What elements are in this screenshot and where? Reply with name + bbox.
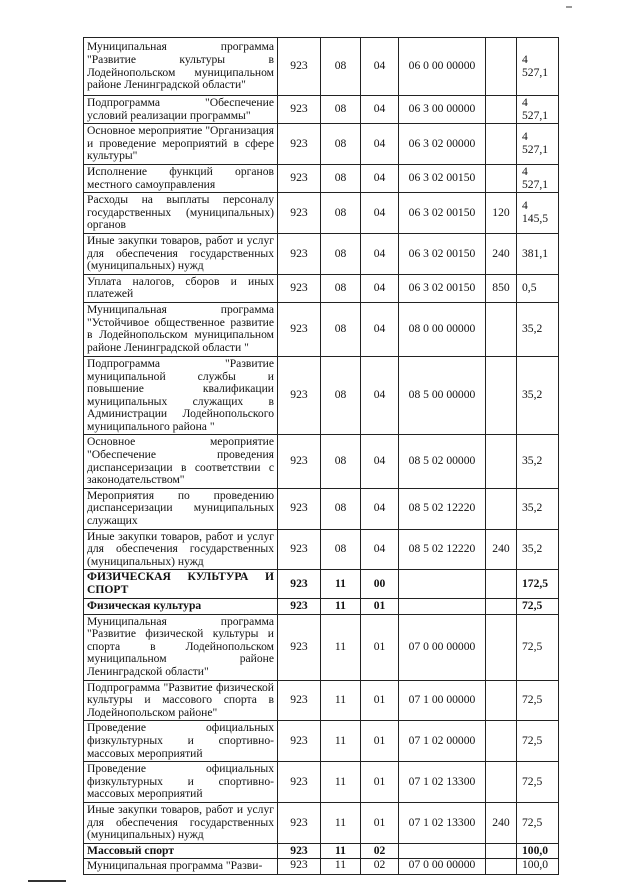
expense-type-cell bbox=[486, 38, 517, 96]
subsection-code-cell: 02 bbox=[361, 859, 399, 875]
admin-code-cell: 923 bbox=[278, 680, 321, 721]
row-name-cell: Подпрограмма "Развитие муниципальной службы и повышение квалификации муниципальных служащих в Администрации Лодейнопольского муниципального района " bbox=[84, 356, 278, 435]
admin-code-cell: 923 bbox=[278, 124, 321, 165]
target-article-cell: 07 1 00 00000 bbox=[399, 680, 486, 721]
target-article-cell: 06 3 02 00150 bbox=[399, 193, 486, 234]
subsection-code-cell: 04 bbox=[361, 356, 399, 435]
table-body bbox=[84, 38, 559, 875]
admin-code-cell: 923 bbox=[278, 488, 321, 529]
table-row bbox=[84, 435, 559, 488]
expense-type-cell: 240 bbox=[486, 529, 517, 570]
amount-cell: 4 527,1 bbox=[517, 96, 559, 124]
expense-type-cell bbox=[486, 843, 517, 859]
expense-type-cell bbox=[486, 488, 517, 529]
subsection-code-cell: 01 bbox=[361, 762, 399, 803]
row-name-cell: Иные закупки товаров, работ и услуг для обеспечения государственных (муниципальных) нужд bbox=[84, 233, 278, 274]
subsection-code-cell: 00 bbox=[361, 570, 399, 598]
expense-type-cell: 240 bbox=[486, 233, 517, 274]
section-code-cell: 08 bbox=[321, 193, 361, 234]
subsection-code-cell: 01 bbox=[361, 802, 399, 843]
section-code-cell: 08 bbox=[321, 529, 361, 570]
target-article-cell: 06 3 02 00150 bbox=[399, 164, 486, 192]
table-row bbox=[84, 802, 559, 843]
row-name-cell: Расходы на выплаты персоналу государственных (муниципальных) органов bbox=[84, 193, 278, 234]
subsection-code-cell: 04 bbox=[361, 274, 399, 302]
section-code-cell: 08 bbox=[321, 302, 361, 356]
row-name-cell: Уплата налогов, сборов и иных платежей bbox=[84, 274, 278, 302]
admin-code-cell: 923 bbox=[278, 233, 321, 274]
section-code-cell: 08 bbox=[321, 233, 361, 274]
row-name-cell: Проведение официальных физкультурных и спортивно-массовых мероприятий bbox=[84, 762, 278, 803]
section-code-cell: 11 bbox=[321, 680, 361, 721]
subsection-code-cell: 04 bbox=[361, 193, 399, 234]
budget-table bbox=[83, 37, 559, 875]
target-article-cell: 07 1 02 13300 bbox=[399, 762, 486, 803]
subsection-code-cell: 04 bbox=[361, 96, 399, 124]
subsection-code-cell: 04 bbox=[361, 233, 399, 274]
admin-code-cell: 923 bbox=[278, 802, 321, 843]
row-name-cell: Иные закупки товаров, работ и услуг для обеспечения государственных (муниципальных) нужд bbox=[84, 529, 278, 570]
table-row bbox=[84, 859, 559, 875]
subsection-code-cell: 04 bbox=[361, 124, 399, 165]
amount-cell: 35,2 bbox=[517, 302, 559, 356]
target-article-cell bbox=[399, 843, 486, 859]
table-row bbox=[84, 680, 559, 721]
table-row bbox=[84, 598, 559, 614]
amount-cell: 72,5 bbox=[517, 680, 559, 721]
admin-code-cell: 923 bbox=[278, 435, 321, 488]
table-row bbox=[84, 529, 559, 570]
admin-code-cell: 923 bbox=[278, 193, 321, 234]
table-row bbox=[84, 96, 559, 124]
amount-cell: 172,5 bbox=[517, 570, 559, 598]
target-article-cell: 06 3 00 00000 bbox=[399, 96, 486, 124]
section-code-cell: 11 bbox=[321, 721, 361, 762]
subsection-code-cell: 02 bbox=[361, 843, 399, 859]
expense-type-cell: 120 bbox=[486, 193, 517, 234]
target-article-cell: 06 3 02 00150 bbox=[399, 274, 486, 302]
scan-mark bbox=[566, 6, 572, 8]
target-article-cell: 08 5 02 12220 bbox=[399, 488, 486, 529]
table-row bbox=[84, 302, 559, 356]
target-article-cell: 07 0 00 00000 bbox=[399, 614, 486, 680]
target-article-cell: 08 5 02 12220 bbox=[399, 529, 486, 570]
admin-code-cell: 923 bbox=[278, 356, 321, 435]
target-article-cell: 07 1 02 13300 bbox=[399, 802, 486, 843]
table-row bbox=[84, 233, 559, 274]
admin-code-cell: 923 bbox=[278, 274, 321, 302]
table-row bbox=[84, 164, 559, 192]
row-name-cell: Мероприятия по проведению диспансеризации муниципальных служащих bbox=[84, 488, 278, 529]
subsection-code-cell: 04 bbox=[361, 488, 399, 529]
target-article-cell bbox=[399, 570, 486, 598]
section-code-cell: 08 bbox=[321, 124, 361, 165]
row-name-cell: Исполнение функций органов местного самоуправления bbox=[84, 164, 278, 192]
row-name-cell: Муниципальная программа "Устойчивое общественное развитие в Лодейнопольском муниципальном районе Ленинградской области " bbox=[84, 302, 278, 356]
target-article-cell: 07 0 00 00000 bbox=[399, 859, 486, 875]
section-code-cell: 11 bbox=[321, 802, 361, 843]
expense-type-cell bbox=[486, 124, 517, 165]
section-code-cell: 08 bbox=[321, 96, 361, 124]
section-code-cell: 11 bbox=[321, 762, 361, 803]
row-name-cell: Массовый спорт bbox=[84, 843, 278, 859]
expense-type-cell bbox=[486, 570, 517, 598]
subsection-code-cell: 04 bbox=[361, 164, 399, 192]
amount-cell: 4 527,1 bbox=[517, 124, 559, 165]
expense-type-cell: 850 bbox=[486, 274, 517, 302]
section-code-cell: 08 bbox=[321, 274, 361, 302]
target-article-cell: 08 5 02 00000 bbox=[399, 435, 486, 488]
amount-cell: 35,2 bbox=[517, 488, 559, 529]
admin-code-cell: 923 bbox=[278, 529, 321, 570]
admin-code-cell: 923 bbox=[278, 762, 321, 803]
target-article-cell bbox=[399, 598, 486, 614]
table-row bbox=[84, 274, 559, 302]
amount-cell: 72,5 bbox=[517, 721, 559, 762]
amount-cell: 35,2 bbox=[517, 435, 559, 488]
admin-code-cell: 923 bbox=[278, 570, 321, 598]
table-row bbox=[84, 193, 559, 234]
expense-type-cell bbox=[486, 435, 517, 488]
expense-type-cell bbox=[486, 302, 517, 356]
row-name-cell: Физическая культура bbox=[84, 598, 278, 614]
section-code-cell: 11 bbox=[321, 859, 361, 875]
admin-code-cell: 923 bbox=[278, 302, 321, 356]
subsection-code-cell: 04 bbox=[361, 529, 399, 570]
expense-type-cell bbox=[486, 721, 517, 762]
amount-cell: 0,5 bbox=[517, 274, 559, 302]
target-article-cell: 06 3 02 00000 bbox=[399, 124, 486, 165]
expense-type-cell bbox=[486, 598, 517, 614]
amount-cell: 381,1 bbox=[517, 233, 559, 274]
table-row bbox=[84, 124, 559, 165]
target-article-cell: 08 5 00 00000 bbox=[399, 356, 486, 435]
subsection-code-cell: 01 bbox=[361, 598, 399, 614]
amount-cell: 72,5 bbox=[517, 598, 559, 614]
subsection-code-cell: 01 bbox=[361, 614, 399, 680]
table-row bbox=[84, 721, 559, 762]
expense-type-cell bbox=[486, 356, 517, 435]
target-article-cell: 06 0 00 00000 bbox=[399, 38, 486, 96]
expense-type-cell bbox=[486, 96, 517, 124]
table-row bbox=[84, 356, 559, 435]
table-row bbox=[84, 38, 559, 96]
table-row bbox=[84, 843, 559, 859]
amount-cell: 100,0 bbox=[517, 859, 559, 875]
row-name-cell: Подпрограмма "Обеспечение условий реализации программы" bbox=[84, 96, 278, 124]
admin-code-cell: 923 bbox=[278, 38, 321, 96]
target-article-cell: 06 3 02 00150 bbox=[399, 233, 486, 274]
section-code-cell: 08 bbox=[321, 488, 361, 529]
row-name-cell: Основное мероприятие "Обеспечение проведения диспансеризации в соответствии с законодательством" bbox=[84, 435, 278, 488]
section-code-cell: 11 bbox=[321, 598, 361, 614]
subsection-code-cell: 04 bbox=[361, 302, 399, 356]
amount-cell: 4 527,1 bbox=[517, 38, 559, 96]
row-name-cell: Проведение официальных физкультурных и спортивно-массовых мероприятий bbox=[84, 721, 278, 762]
row-name-cell: Иные закупки товаров, работ и услуг для обеспечения государственных (муниципальных) нужд bbox=[84, 802, 278, 843]
section-code-cell: 11 bbox=[321, 614, 361, 680]
admin-code-cell: 923 bbox=[278, 598, 321, 614]
expense-type-cell bbox=[486, 859, 517, 875]
amount-cell: 72,5 bbox=[517, 762, 559, 803]
row-name-cell: Муниципальная программа "Разви- bbox=[84, 859, 278, 875]
subsection-code-cell: 04 bbox=[361, 38, 399, 96]
row-name-cell: ФИЗИЧЕСКАЯ КУЛЬТУРА И СПОРТ bbox=[84, 570, 278, 598]
subsection-code-cell: 01 bbox=[361, 680, 399, 721]
expense-type-cell bbox=[486, 680, 517, 721]
section-code-cell: 08 bbox=[321, 164, 361, 192]
amount-cell: 4 527,1 bbox=[517, 164, 559, 192]
expense-type-cell bbox=[486, 614, 517, 680]
amount-cell: 35,2 bbox=[517, 529, 559, 570]
row-name-cell: Основное мероприятие "Организация и проведение мероприятий в сфере культуры" bbox=[84, 124, 278, 165]
admin-code-cell: 923 bbox=[278, 859, 321, 875]
admin-code-cell: 923 bbox=[278, 614, 321, 680]
table-row bbox=[84, 614, 559, 680]
target-article-cell: 08 0 00 00000 bbox=[399, 302, 486, 356]
amount-cell: 100,0 bbox=[517, 843, 559, 859]
section-code-cell: 08 bbox=[321, 435, 361, 488]
amount-cell: 4 145,5 bbox=[517, 193, 559, 234]
section-code-cell: 08 bbox=[321, 356, 361, 435]
section-code-cell: 11 bbox=[321, 570, 361, 598]
subsection-code-cell: 04 bbox=[361, 435, 399, 488]
table-row bbox=[84, 570, 559, 598]
section-code-cell: 08 bbox=[321, 38, 361, 96]
admin-code-cell: 923 bbox=[278, 96, 321, 124]
amount-cell: 35,2 bbox=[517, 356, 559, 435]
amount-cell: 72,5 bbox=[517, 802, 559, 843]
subsection-code-cell: 01 bbox=[361, 721, 399, 762]
section-code-cell: 11 bbox=[321, 843, 361, 859]
admin-code-cell: 923 bbox=[278, 843, 321, 859]
amount-cell: 72,5 bbox=[517, 614, 559, 680]
expense-type-cell bbox=[486, 164, 517, 192]
table-row bbox=[84, 762, 559, 803]
table-row bbox=[84, 488, 559, 529]
row-name-cell: Муниципальная программа "Развитие культуры в Лодейнопольском муниципальном районе Ленинградской области" bbox=[84, 38, 278, 96]
admin-code-cell: 923 bbox=[278, 721, 321, 762]
row-name-cell: Подпрограмма "Развитие физической культуры и массового спорта в Лодейнопольском районе" bbox=[84, 680, 278, 721]
row-name-cell: Муниципальная программа "Развитие физической культуры и спорта в Лодейнопольском муниципальном районе Ленинградской области" bbox=[84, 614, 278, 680]
footer-line bbox=[28, 880, 66, 882]
admin-code-cell: 923 bbox=[278, 164, 321, 192]
expense-type-cell bbox=[486, 762, 517, 803]
target-article-cell: 07 1 02 00000 bbox=[399, 721, 486, 762]
expense-type-cell: 240 bbox=[486, 802, 517, 843]
